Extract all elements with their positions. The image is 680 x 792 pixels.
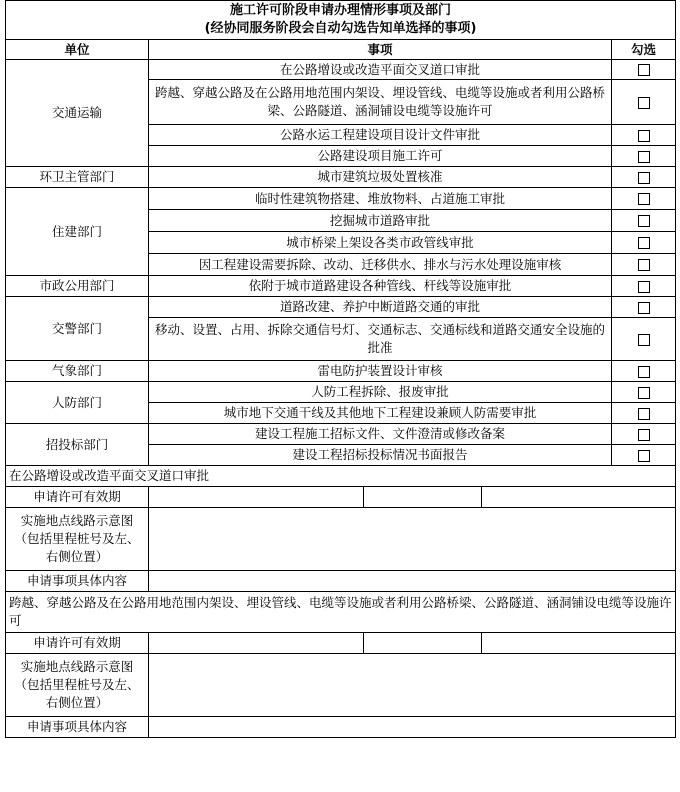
location-label-1: 实施地点线路示意图（包括里程桩号及左、右侧位置） [6,508,149,571]
detail-heading-2: 跨越、穿越公路及在公路用地范围内架设、埋设管线、电缆等设施或者利用公路桥梁、公路隧道、涵洞铺设电缆等设施许可 [6,592,676,633]
unit-civil-defense: 人防部门 [6,382,149,424]
checkbox[interactable] [612,254,676,276]
content-field[interactable] [149,571,676,592]
location-map-field[interactable] [149,654,676,717]
unit-meteorology: 气象部门 [6,361,149,382]
item-cell: 人防工程拆除、报废审批 [149,382,612,403]
checkbox[interactable] [612,210,676,232]
checkbox-icon [638,151,650,163]
item-cell: 在公路增设或改造平面交叉道口审批 [149,60,612,80]
table-title [6,1,676,40]
validity-start-field[interactable] [149,487,364,508]
checkbox[interactable] [612,424,676,445]
unit-municipal: 市政公用部门 [6,276,149,297]
header-item: 事项 [149,40,612,60]
item-cell: 建设工程招标投标情况书面报告 [149,445,612,466]
item-cell: 移动、设置、占用、拆除交通信号灯、交通标志、交通标线和道路交通安全设施的批准 [149,318,612,361]
content-label-1: 申请事项具体内容 [6,571,149,592]
location-map-field[interactable] [149,508,676,571]
checkbox-icon [638,172,650,184]
form-page [5,0,675,738]
detail-heading-1: 在公路增设或改造平面交叉道口审批 [6,466,676,487]
checkbox-icon [638,64,650,76]
item-cell: 跨越、穿越公路及在公路用地范围内架设、埋设管线、电缆等设施或者利用公路桥梁、公路隧道、涵洞铺设电缆等设施许可 [149,80,612,125]
item-cell: 公路建设项目施工许可 [149,146,612,167]
item-cell: 城市建筑垃圾处置核准 [149,167,612,188]
checkbox[interactable] [612,445,676,466]
title-line-2: (经协同服务阶段会自动勾选告知单选择的事项) [204,21,477,36]
content-field[interactable] [149,717,676,738]
header-check: 勾选 [612,40,676,60]
validity-end-field[interactable] [482,487,676,508]
location-label-2: 实施地点线路示意图（包括里程桩号及左、右侧位置） [6,654,149,717]
unit-bidding: 招投标部门 [6,424,149,466]
item-cell: 公路水运工程建设项目设计文件审批 [149,125,612,146]
checkbox-icon [638,429,650,441]
checkbox-icon [638,281,650,293]
content-label-2: 申请事项具体内容 [6,717,149,738]
item-cell: 建设工程施工招标文件、文件澄清或修改备案 [149,424,612,445]
checkbox[interactable] [612,403,676,424]
validity-label-2: 申请许可有效期 [6,633,149,654]
item-cell: 雷电防护装置设计审核 [149,361,612,382]
checkbox-icon [638,366,650,378]
checkbox-icon [638,97,650,109]
item-cell: 城市桥梁上架设各类市政管线审批 [149,232,612,254]
item-cell: 临时性建筑物搭建、堆放物料、占道施工审批 [149,188,612,210]
checkbox[interactable] [612,125,676,146]
checkbox-icon [638,450,650,462]
checkbox[interactable] [612,146,676,167]
checkbox-icon [638,334,650,346]
validity-mid-field[interactable] [364,633,482,654]
unit-transport: 交通运输 [6,60,149,167]
checkbox[interactable] [612,382,676,403]
validity-end-field[interactable] [482,633,676,654]
validity-mid-field[interactable] [364,487,482,508]
checkbox[interactable] [612,297,676,318]
validity-start-field[interactable] [149,633,364,654]
title-line-1: 施工许可阶段申请办理情形事项及部门 [230,3,452,18]
unit-housing: 住建部门 [6,188,149,276]
checkbox-icon [638,237,650,249]
item-cell: 依附于城市道路建设各种管线、杆线等设施审批 [149,276,612,297]
checkbox-icon [638,302,650,314]
checkbox[interactable] [612,80,676,125]
checkbox-icon [638,130,650,142]
header-unit: 单位 [6,40,149,60]
validity-label-1: 申请许可有效期 [6,487,149,508]
checkbox[interactable] [612,188,676,210]
checkbox-icon [638,215,650,227]
item-cell: 挖掘城市道路审批 [149,210,612,232]
checkbox[interactable] [612,60,676,80]
item-cell: 城市地下交通干线及其他地下工程建设兼顾人防需要审批 [149,403,612,424]
checkbox[interactable] [612,276,676,297]
checkbox-icon [638,408,650,420]
checkbox[interactable] [612,232,676,254]
checkbox[interactable] [612,318,676,361]
checkbox-icon [638,193,650,205]
item-cell: 因工程建设需要拆除、改动、迁移供水、排水与污水处理设施审核 [149,254,612,276]
checkbox-icon [638,387,650,399]
checkbox[interactable] [612,167,676,188]
checkbox[interactable] [612,361,676,382]
unit-traffic-police: 交警部门 [6,297,149,361]
unit-sanitation: 环卫主管部门 [6,167,149,188]
permit-table [5,0,676,738]
item-cell: 道路改建、养护中断道路交通的审批 [149,297,612,318]
checkbox-icon [638,259,650,271]
